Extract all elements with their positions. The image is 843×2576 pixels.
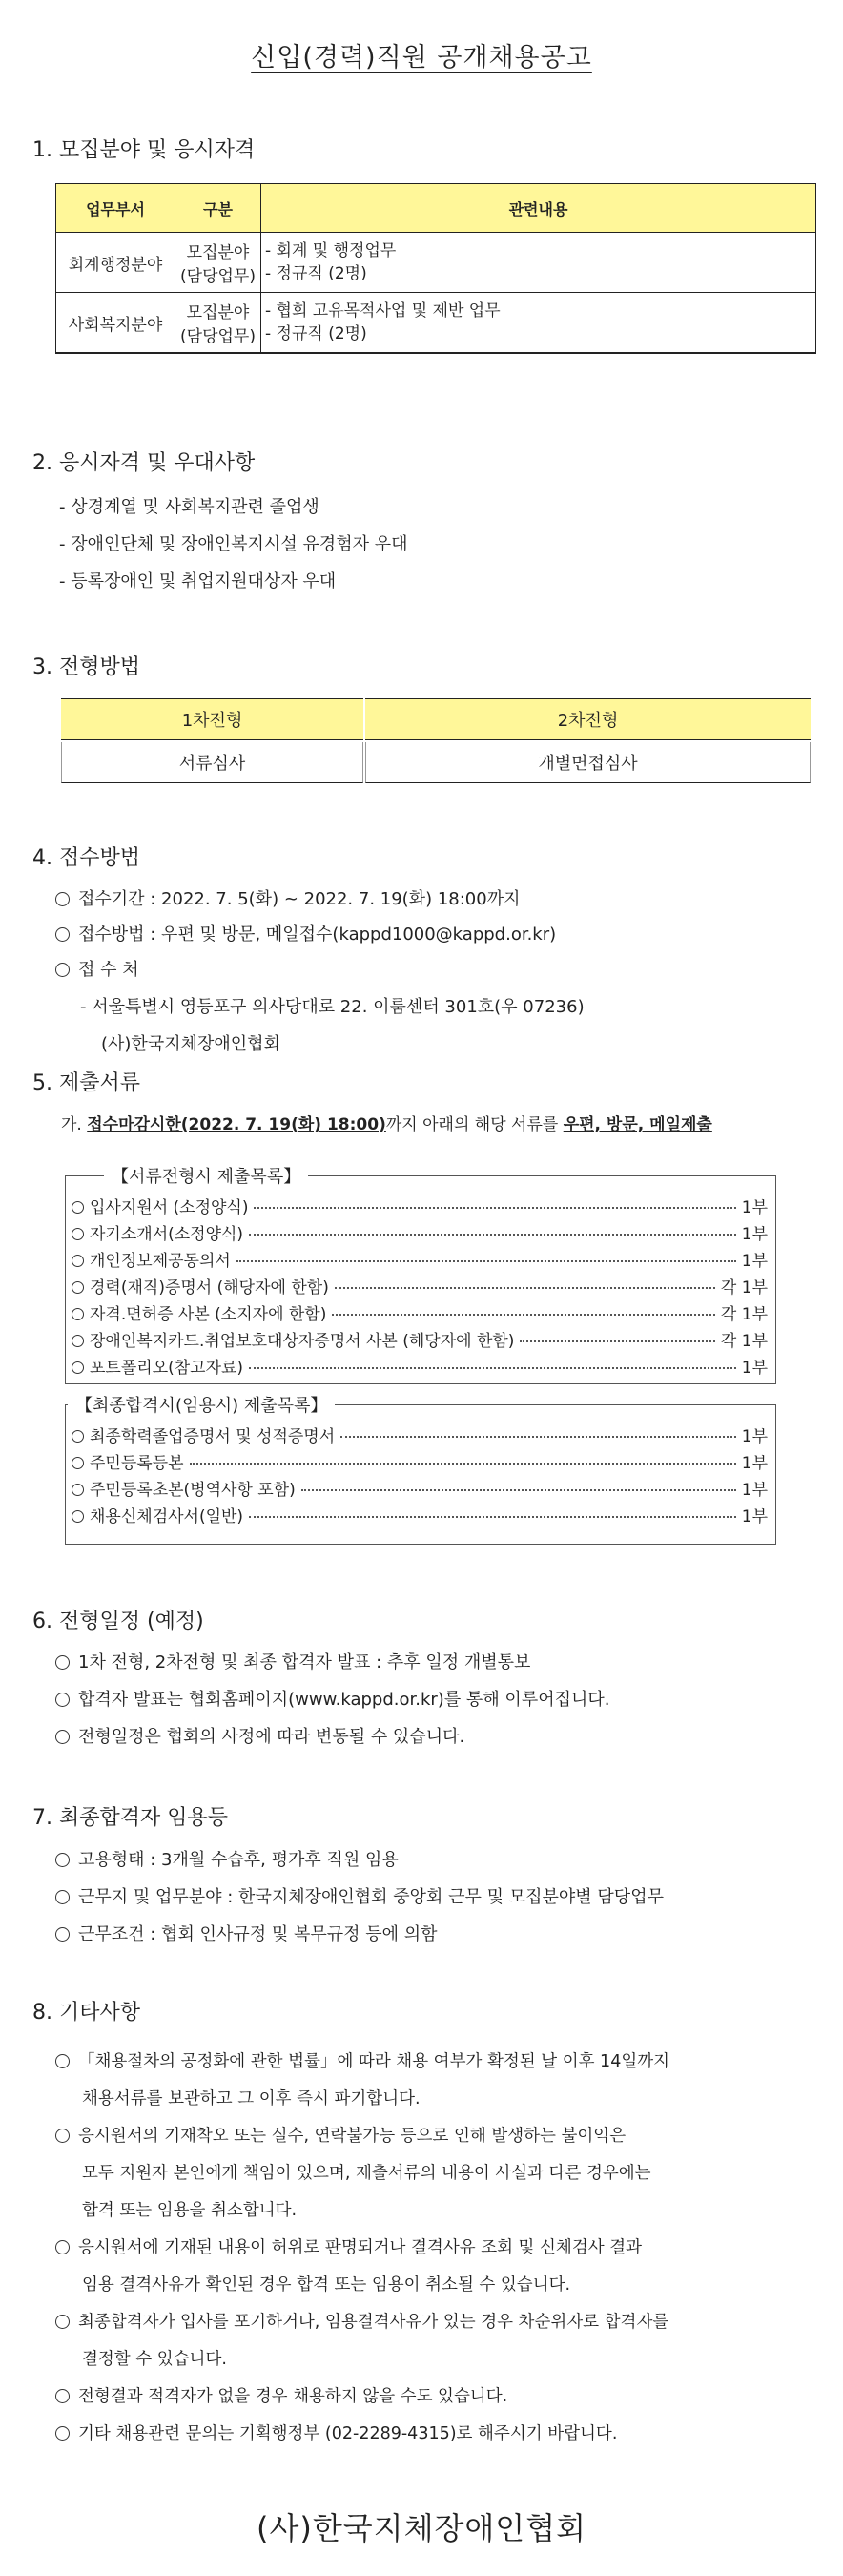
document-name: 최종학력졸업증명서 및 성적증명서 (90, 1427, 336, 1446)
table-header-row (56, 184, 816, 233)
section-5-heading: 5. 제출서류 (32, 1071, 140, 1095)
misc-item-continuation: 결정할 수 있습니다. (82, 2350, 227, 2369)
document-name: 경력(재직)증명서 (해당자에 한함) (90, 1278, 329, 1298)
circle-bullet-icon (72, 1430, 84, 1443)
document-name: 채용신체검사서(일반) (90, 1507, 244, 1527)
page-title: 신입(경력)직원 공개채용공고 (251, 43, 592, 73)
circle-bullet-icon (55, 1890, 70, 1904)
document-name: 입사지원서 (소정양식) (90, 1198, 249, 1217)
document-name: 주민등록등본 (90, 1454, 184, 1473)
table-row (56, 293, 816, 354)
document-row (72, 1423, 768, 1446)
stage-1-header: 1차전형 (61, 698, 363, 740)
document-qty: 1부 (741, 1481, 768, 1500)
misc-item: 전형결과 적격자가 없을 경우 채용하지 않을 수도 있습니다. (55, 2379, 818, 2416)
circle-bullet-icon (72, 1361, 84, 1374)
appointment-item: 근무조건 : 협회 인사규정 및 복무규정 등에 의함 (55, 1921, 438, 1945)
section-2-heading: 2. 응시자격 및 우대사항 (32, 451, 256, 475)
dot-leader (340, 1436, 736, 1438)
document-name: 자기소개서(소정양식) (90, 1225, 244, 1244)
application-period: 접수기간 : 2022. 7. 5(화) ~ 2022. 7. 19(화) 18:00까지 (55, 885, 520, 910)
row-type: 모집분야 (담당업무) (175, 293, 261, 354)
misc-item: 「채용절차의 공정화에 관한 법률」에 따라 채용 여부가 확정된 날 이후 14일까지 (55, 2044, 818, 2081)
row-content: - 협회 고유목적사업 및 제반 업무 - 정규직 (2명) (261, 293, 816, 354)
circle-bullet-icon (55, 1693, 70, 1707)
appointment-item: 근무지 및 업무분야 : 한국지체장애인협회 중앙회 근무 및 모집분야별 담당업무 (55, 1883, 664, 1908)
application-place: 접 수 처 (55, 956, 139, 981)
document-row (72, 1354, 768, 1378)
schedule-item: 전형일정은 협회의 사정에 따라 변동될 수 있습니다. (55, 1723, 464, 1748)
circle-bullet-icon (72, 1335, 84, 1347)
qualification-item: - 장애인단체 및 장애인복지시설 유경험자 우대 (59, 534, 408, 554)
misc-item: 최종합격자가 입사를 포기하거나, 임용결격사유가 있는 경우 차순위자로 합격자를 (55, 2304, 818, 2341)
document-qty: 1부 (741, 1225, 768, 1244)
document-qty: 각 1부 (720, 1278, 768, 1298)
application-method: 접수방법 : 우편 및 방문, 메일접수(kappd1000@kappd.or.kr) (55, 921, 556, 945)
circle-bullet-icon (72, 1255, 84, 1267)
document-name: 주민등록초본(병역사항 포함) (90, 1481, 296, 1500)
dot-leader (236, 1260, 736, 1262)
address: - 서울특별시 영등포구 의사당대로 22. 이룸센터 301호(우 07236) (80, 997, 585, 1017)
document-name: 자격.면허증 사본 (소지자에 한함) (90, 1305, 327, 1324)
misc-item-continuation: 채용서류를 보관하고 그 이후 즉시 파기합니다. (82, 2089, 421, 2109)
circle-bullet-icon (55, 892, 70, 906)
qualification-item: - 등록장애인 및 취업지원대상자 우대 (59, 571, 337, 592)
circle-bullet-icon (55, 1730, 70, 1744)
section-8-heading: 8. 기타사항 (32, 2001, 140, 2025)
circle-bullet-icon (55, 1853, 70, 1867)
section-3-heading: 3. 전형방법 (32, 655, 140, 679)
dot-leader (332, 1314, 715, 1316)
header-type: 구분 (175, 184, 261, 233)
header-content: 관련내용 (261, 184, 816, 233)
dot-leader (254, 1207, 735, 1209)
stage-2-value: 개별면접심사 (365, 742, 811, 783)
section-1-heading: 1. 모집분야 및 응시자격 (32, 138, 256, 162)
header-dept: 업무부서 (56, 184, 175, 233)
appointment-item: 고용형태 : 3개월 수습후, 평가후 직원 임용 (55, 1846, 399, 1871)
document-row (72, 1220, 768, 1244)
row-content: - 회계 및 행정업무 - 정규직 (2명) (261, 233, 816, 293)
misc-item-continuation: 모두 지원자 본인에게 책임이 있으며, 제출서류의 내용이 사실과 다른 경우에는 (82, 2164, 651, 2183)
stage-1-value: 서류심사 (61, 742, 363, 783)
circle-bullet-icon (55, 963, 70, 977)
document-qty: 각 1부 (720, 1305, 768, 1324)
misc-item-continuation: 합격 또는 임용을 취소합니다. (82, 2201, 298, 2220)
circle-bullet-icon (72, 1228, 84, 1240)
dot-leader (249, 1367, 736, 1369)
section-7-heading: 7. 최종합격자 임용등 (32, 1806, 228, 1830)
document-qty: 1부 (741, 1507, 768, 1527)
document-row (72, 1503, 768, 1527)
box-title: 【서류전형시 제출목록】 (104, 1163, 308, 1188)
circle-bullet-icon (55, 2389, 70, 2403)
document-row (72, 1247, 768, 1271)
circle-bullet-icon (55, 2426, 70, 2441)
recruitment-table (55, 183, 816, 354)
screening-table (59, 696, 812, 785)
final-pass-list (65, 1396, 776, 1545)
schedule-item: 합격자 발표는 협회홈페이지(www.kappd.or.kr)를 통해 이루어집니다. (55, 1686, 609, 1711)
table-row (56, 233, 816, 293)
circle-bullet-icon (55, 2054, 70, 2068)
stage-2-header: 2차전형 (365, 698, 811, 740)
circle-bullet-icon (55, 2315, 70, 2329)
circle-bullet-icon (72, 1457, 84, 1469)
document-qty: 1부 (741, 1198, 768, 1217)
document-row (72, 1449, 768, 1473)
document-row (72, 1274, 768, 1298)
circle-bullet-icon (72, 1510, 84, 1523)
row-type: 모집분야 (담당업무) (175, 233, 261, 293)
row-dept: 사회복지분야 (56, 293, 175, 354)
circle-bullet-icon (55, 2129, 70, 2143)
schedule-item: 1차 전형, 2차전형 및 최종 합격자 발표 : 추후 일정 개별통보 (55, 1649, 530, 1673)
circle-bullet-icon (55, 2240, 70, 2254)
submission-intro: 가. 접수마감시한(2022. 7. 19(화) 18:00)까지 아래의 해당 서류를 우편, 방문, 메일제출 (61, 1115, 712, 1134)
document-row (72, 1300, 768, 1324)
document-row (72, 1327, 768, 1351)
document-row (72, 1476, 768, 1500)
row-dept: 회계행정분야 (56, 233, 175, 293)
document-qty: 각 1부 (720, 1332, 768, 1351)
document-row (72, 1194, 768, 1217)
circle-bullet-icon (55, 1655, 70, 1670)
dot-leader (335, 1287, 715, 1289)
dot-leader (190, 1463, 736, 1465)
document-screening-list (65, 1167, 776, 1384)
section-4-heading: 4. 접수방법 (32, 846, 140, 870)
document-qty: 1부 (741, 1252, 768, 1271)
misc-item-continuation: 임용 결격사유가 확인된 경우 합격 또는 임용이 취소될 수 있습니다. (82, 2275, 571, 2295)
misc-list (55, 2044, 818, 2453)
misc-item: 응시원서에 기재된 내용이 허위로 판명되거나 결격사유 조회 및 신체검사 결과 (55, 2230, 818, 2267)
dot-leader (301, 1489, 736, 1491)
circle-bullet-icon (55, 927, 70, 942)
dot-leader (520, 1340, 714, 1342)
circle-bullet-icon (72, 1484, 84, 1496)
circle-bullet-icon (72, 1201, 84, 1214)
dot-leader (249, 1234, 736, 1236)
document-name: 개인정보제공동의서 (90, 1252, 231, 1271)
footer-organization: (사)한국지체장애인협회 (256, 2510, 587, 2546)
box-title: 【최종합격시(임용시) 제출목록】 (68, 1392, 335, 1417)
misc-item: 기타 채용관련 문의는 기획행정부 (02-2289-4315)로 해주시기 바랍니다. (55, 2416, 818, 2453)
circle-bullet-icon (72, 1308, 84, 1320)
circle-bullet-icon (72, 1281, 84, 1294)
document-qty: 1부 (741, 1359, 768, 1378)
dot-leader (249, 1516, 736, 1518)
document-name: 장애인복지카드.취업보호대상자증명서 사본 (해당자에 한함) (90, 1332, 515, 1351)
document-name: 포트폴리오(참고자료) (90, 1359, 244, 1378)
organization: (사)한국지체장애인협회 (101, 1034, 280, 1054)
section-6-heading: 6. 전형일정 (예정) (32, 1610, 204, 1633)
misc-item: 응시원서의 기재착오 또는 실수, 연락불가능 등으로 인해 발생하는 불이익은 (55, 2118, 818, 2155)
document-qty: 1부 (741, 1427, 768, 1446)
document-qty: 1부 (741, 1454, 768, 1473)
circle-bullet-icon (55, 1927, 70, 1942)
qualification-item: - 상경계열 및 사회복지관련 졸업생 (59, 497, 319, 517)
